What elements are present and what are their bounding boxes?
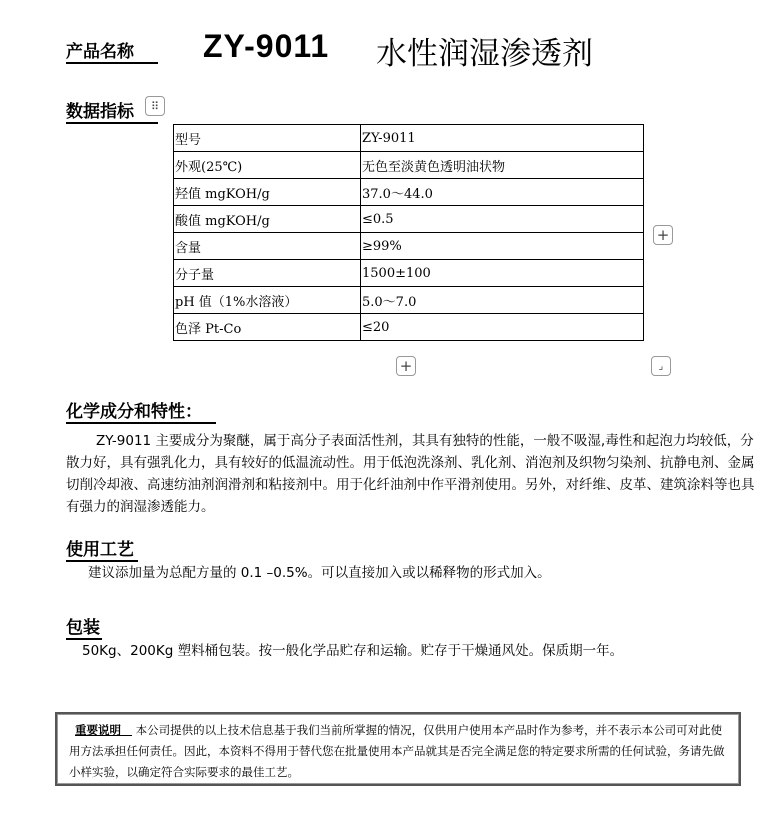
usage-text: 建议添加量为总配方量的 0.1 –0.5%。可以直接加入或以稀释物的形式加入。	[88, 565, 551, 581]
spec-value: 1500±100	[361, 260, 644, 287]
add-row-button[interactable]: +	[396, 356, 416, 376]
packaging-heading: 包装	[66, 618, 100, 638]
spec-name: 型号	[174, 125, 361, 152]
spec-value: ≥99%	[361, 233, 644, 260]
product-title: 水性润湿渗透剂	[376, 36, 593, 72]
spec-name: 色泽 Pt-Co	[174, 314, 361, 341]
composition-text: ZY-9011 主要成分为聚醚，属于高分子表面活性剂，其具有独特的性能，一般不吸湿,毒性和起泡力均较低，分散力好，具有强乳化力，具有较好的低温流动性。用于低泡洗涤剂、乳化剂、消泡剂及织物匀染剂、抗静电剂、金属切削冷却液、高速纺油剂润滑剂和粘接剂中。用于化纤油剂中作平滑剂使用。另外，对纤维、皮革、建筑涂料等也具有强力的润湿渗透能力。	[66, 433, 755, 515]
spec-name: 含量	[174, 233, 361, 260]
specs-heading: 数据指标	[66, 102, 158, 124]
table-row	[174, 287, 644, 314]
resize-table-icon[interactable]: ⌟	[651, 356, 671, 376]
spec-name: 酸值 mgKOH/g	[174, 206, 361, 233]
table-row	[174, 179, 644, 206]
add-column-button[interactable]: +	[653, 225, 673, 245]
specs-table	[173, 124, 644, 341]
packaging-text: 50Kg、200Kg 塑料桶包装。按一般化学品贮存和运输。贮存于干燥通风处。保质期一年。	[82, 643, 624, 659]
notice-label: 重要说明	[75, 723, 121, 737]
table-drag-handle-icon[interactable]: ⠿	[145, 96, 165, 116]
important-notice	[55, 712, 741, 786]
spec-name: 外观(25℃)	[174, 152, 361, 179]
table-row	[174, 314, 644, 341]
spec-value: ZY-9011	[361, 125, 644, 152]
table-row	[174, 233, 644, 260]
table-row	[174, 152, 644, 179]
spec-name: 羟值 mgKOH/g	[174, 179, 361, 206]
product-code: ZY-9011	[203, 28, 330, 64]
table-row	[174, 260, 644, 287]
spec-value: ≤20	[361, 314, 644, 341]
spec-value: ≤0.5	[361, 206, 644, 233]
spec-value: 5.0～7.0	[361, 287, 644, 314]
usage-heading: 使用工艺	[66, 540, 138, 562]
spec-value: 37.0～44.0	[361, 179, 644, 206]
spec-name: pH 值（1%水溶液）	[174, 287, 361, 314]
table-row	[174, 206, 644, 233]
notice-text: 本公司提供的以上技术信息基于我们当前所掌握的情况，仅供用户使用本产品时作为参考，并不表示本公司可对此使用方法承担任何责任。因此，本资料不得用于替代您在批量使用本产品就其是否完全满足您的特定要求所需的任何试验，务请先做小样实验，以确定符合实际要求的最佳工艺。	[69, 723, 725, 779]
table-row	[174, 125, 644, 152]
spec-name: 分子量	[174, 260, 361, 287]
spec-value: 无色至淡黄色透明油状物	[361, 152, 644, 179]
composition-heading: 化学成分和特性：	[66, 402, 216, 424]
product-name-label: 产品名称	[66, 42, 158, 64]
